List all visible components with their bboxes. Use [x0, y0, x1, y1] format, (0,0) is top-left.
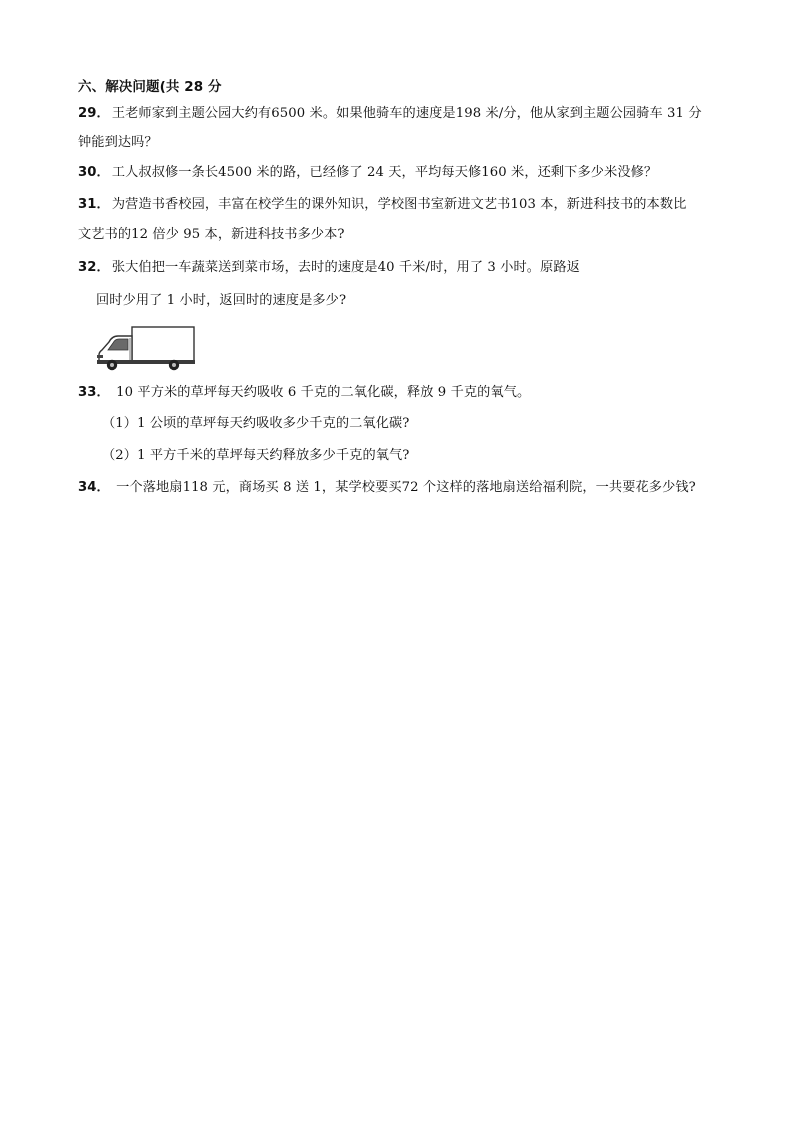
question-29 [78, 104, 702, 124]
question-32 [78, 258, 580, 278]
question-text: 一个落地扇118 元，商场买 8 送 1，某学校要买72 个这样的落地扇送给福利院，一共要花多少钱? [111, 480, 696, 495]
question-number: 34． [78, 480, 110, 495]
question-30 [78, 163, 657, 183]
question-number: 33． [78, 385, 110, 400]
question-33 [78, 383, 530, 403]
question-text: 为营造书香校园，丰富在校学生的课外知识，学校图书室新进文艺书103 本，新进科技书的本数比 [111, 197, 687, 212]
truck-icon [94, 324, 198, 372]
question-33-sub-1: （1）1 公顷的草坪每天约吸收多少千克的二氧化碳? [102, 416, 410, 431]
section-title: 六、解决问题(共 28 分 [78, 79, 222, 95]
question-31-continued: 文艺书的12 倍少 95 本，新进科技书多少本? [78, 227, 345, 242]
question-text: 10 平方米的草坪每天约吸收 6 千克的二氧化碳，释放 9 千克的氧气。 [111, 385, 531, 400]
question-33-sub-2: （2）1 平方千米的草坪每天约释放多少千克的氧气? [102, 448, 410, 463]
question-number: 31． [78, 197, 110, 212]
question-number: 29． [78, 106, 110, 121]
question-number: 32． [78, 260, 110, 275]
question-text: 王老师家到主题公园大约有6500 米。如果他骑车的速度是198 米/分，他从家到主题公园骑车 31 分 [111, 106, 702, 121]
question-34 [78, 478, 696, 498]
question-31 [78, 195, 686, 215]
question-number: 30． [78, 165, 110, 180]
question-32-continued: 回时少用了 1 小时，返回时的速度是多少? [96, 293, 347, 308]
question-text: 张大伯把一车蔬菜送到菜市场，去时的速度是40 千米/时，用了 3 小时。原路返 [111, 260, 580, 275]
question-text: 工人叔叔修一条长4500 米的路，已经修了 24 天，平均每天修160 米，还剩下多少米没修？ [111, 165, 658, 180]
question-29-continued: 钟能到达吗？ [78, 135, 158, 150]
